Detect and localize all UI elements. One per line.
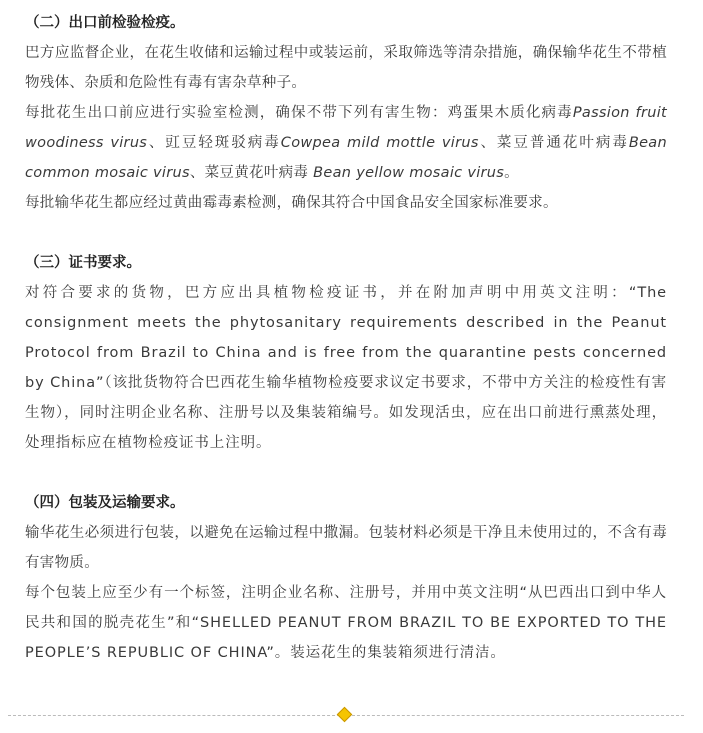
pest-name-cowpea: Cowpea mild mottle virus: [280, 135, 479, 151]
section-3-heading: （三）证书要求。: [25, 255, 141, 271]
pest-sep-2: 、菜豆普通花叶病毒: [478, 135, 629, 151]
pest-name-bean-yellow: Bean yellow mosaic virus: [313, 165, 505, 181]
section-2-paragraph-3: 每批输华花生都应经过黄曲霉毒素检测，确保其符合中国食品安全国家标准要求。: [25, 195, 558, 211]
section-4-paragraph-1: 输华花生必须进行包装，以避免在运输过程中撒漏。包装材料必须是干净且未使用过的，不含有毒有害物质。: [25, 525, 667, 571]
pest-intro-text: 每批花生出口前应进行实验室检测，确保不带下列有害生物：鸡蛋果木质化病毒: [25, 105, 573, 121]
diamond-icon: [337, 707, 353, 723]
section-3-paragraph-1: [25, 278, 667, 458]
section-2-paragraph-2: [25, 98, 667, 188]
pest-sep-3: 、菜豆黄花叶病毒: [189, 165, 314, 181]
section-2-heading: （二）出口前检验检疫。: [25, 15, 185, 31]
section-2-paragraph-1: 巴方应监督企业，在花生收储和运输过程中或装运前，采取筛选等清杂措施，确保输华花生不带植物残体、杂质和危险性有毒有害杂草种子。: [25, 45, 667, 91]
document-body: [25, 8, 667, 668]
pest-end: 。: [504, 165, 519, 181]
pest-name-passion-fruit: Passion fruit woodiness virus: [25, 105, 668, 151]
certificate-intro: 对符合要求的货物，巴方应出具植物检疫证书，并在附加声明中用英文注明：“: [25, 285, 638, 301]
section-spacer: [25, 458, 667, 488]
section-4-heading: （四）包装及运输要求。: [25, 495, 185, 511]
certificate-english-statement: The consignment meets the phytosanitary requirements described in the Peanut Protocol from Brazil to China and is free from the quarantine pests concerned by China: [25, 285, 667, 391]
pest-name-bean-common: Bean common mosaic virus: [25, 135, 667, 181]
pest-sep-1: 、豇豆轻斑驳病毒: [147, 135, 281, 151]
section-4-paragraph-2: 每个包装上应至少有一个标签，注明企业名称、注册号，并用中英文注明“从巴西出口到中华人民共和国的脱壳花生”和“SHELLED PEANUT FROM BRAZIL TO BE EXPORTED TO THE PEOPLE’S REPUBLIC OF CHINA”。装运花生的集装箱须进行清洁。: [25, 585, 667, 661]
section-spacer: [25, 218, 667, 248]
certificate-rest: ”（该批货物符合巴西花生输华植物检疫要求议定书要求，不带中方关注的检疫性有害生物），同时注明企业名称、注册号以及集装箱编号。如发现活虫，应在出口前进行熏蒸处理，处理指标应在植物检疫证书上注明。: [25, 375, 667, 451]
